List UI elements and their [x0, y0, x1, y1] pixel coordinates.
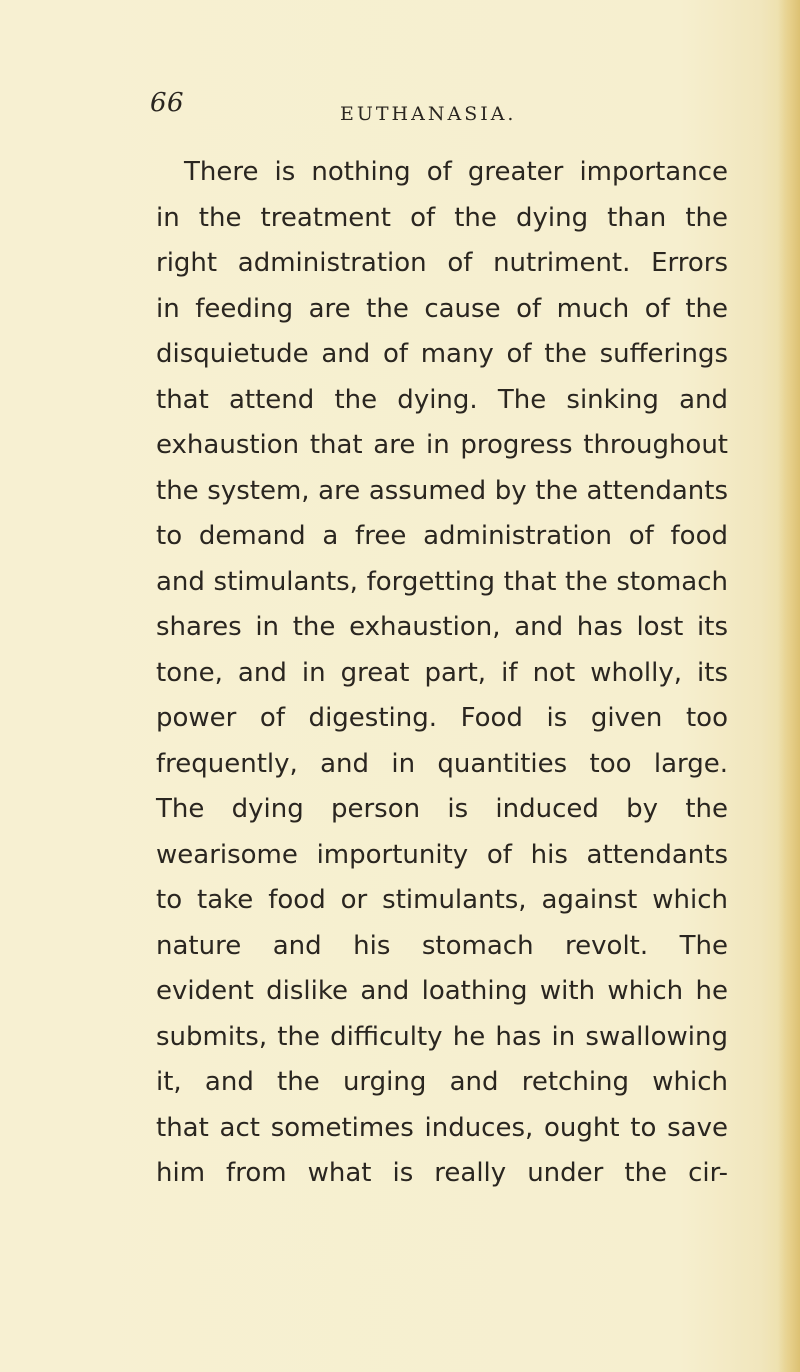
text-line: it, and the urging and retching which: [156, 1067, 728, 1097]
text-line: There is nothing of greater importance: [184, 157, 728, 187]
text-line: and stimulants, forgetting that the stomach: [156, 566, 728, 597]
body-paragraph: [156, 150, 728, 1197]
text-line: power of digesting. Food is given too: [156, 703, 728, 733]
text-line: in the treatment of the dying than the: [156, 202, 728, 233]
page-header: [150, 88, 730, 132]
text-line: The dying person is induced by the: [156, 794, 728, 824]
text-line: to take food or stimulants, against which: [156, 885, 728, 915]
text-line: in feeding are the cause of much of the: [156, 293, 728, 324]
text-line: him from what is really under the cir-: [156, 1158, 728, 1188]
page-edge: [778, 0, 800, 1372]
text-line: to demand a free administration of food: [156, 521, 728, 551]
text-line: wearisome importunity of his attendants: [156, 839, 728, 870]
text-line: exhaustion that are in progress throughout: [156, 430, 728, 460]
running-head: EUTHANASIA.: [340, 103, 517, 125]
page-number: 66: [150, 88, 185, 118]
text-line: the system, are assumed by the attendants: [156, 475, 728, 506]
text-line: frequently, and in quantities too large.: [156, 748, 728, 779]
text-line: tone, and in great part, if not wholly, its: [156, 657, 728, 688]
text-line: shares in the exhaustion, and has lost its: [156, 612, 728, 642]
text-line: disquietude and of many of the sufferings: [156, 339, 728, 369]
text-line: submits, the difficulty he has in swallowing: [156, 1021, 728, 1052]
text-line: that attend the dying. The sinking and: [156, 384, 728, 415]
text-line: evident dislike and loathing with which he: [156, 976, 728, 1006]
text-line: that act sometimes induces, ought to save: [156, 1112, 728, 1143]
text-line: right administration of nutriment. Errors: [156, 248, 728, 278]
text-line: nature and his stomach revolt. The: [156, 930, 728, 961]
